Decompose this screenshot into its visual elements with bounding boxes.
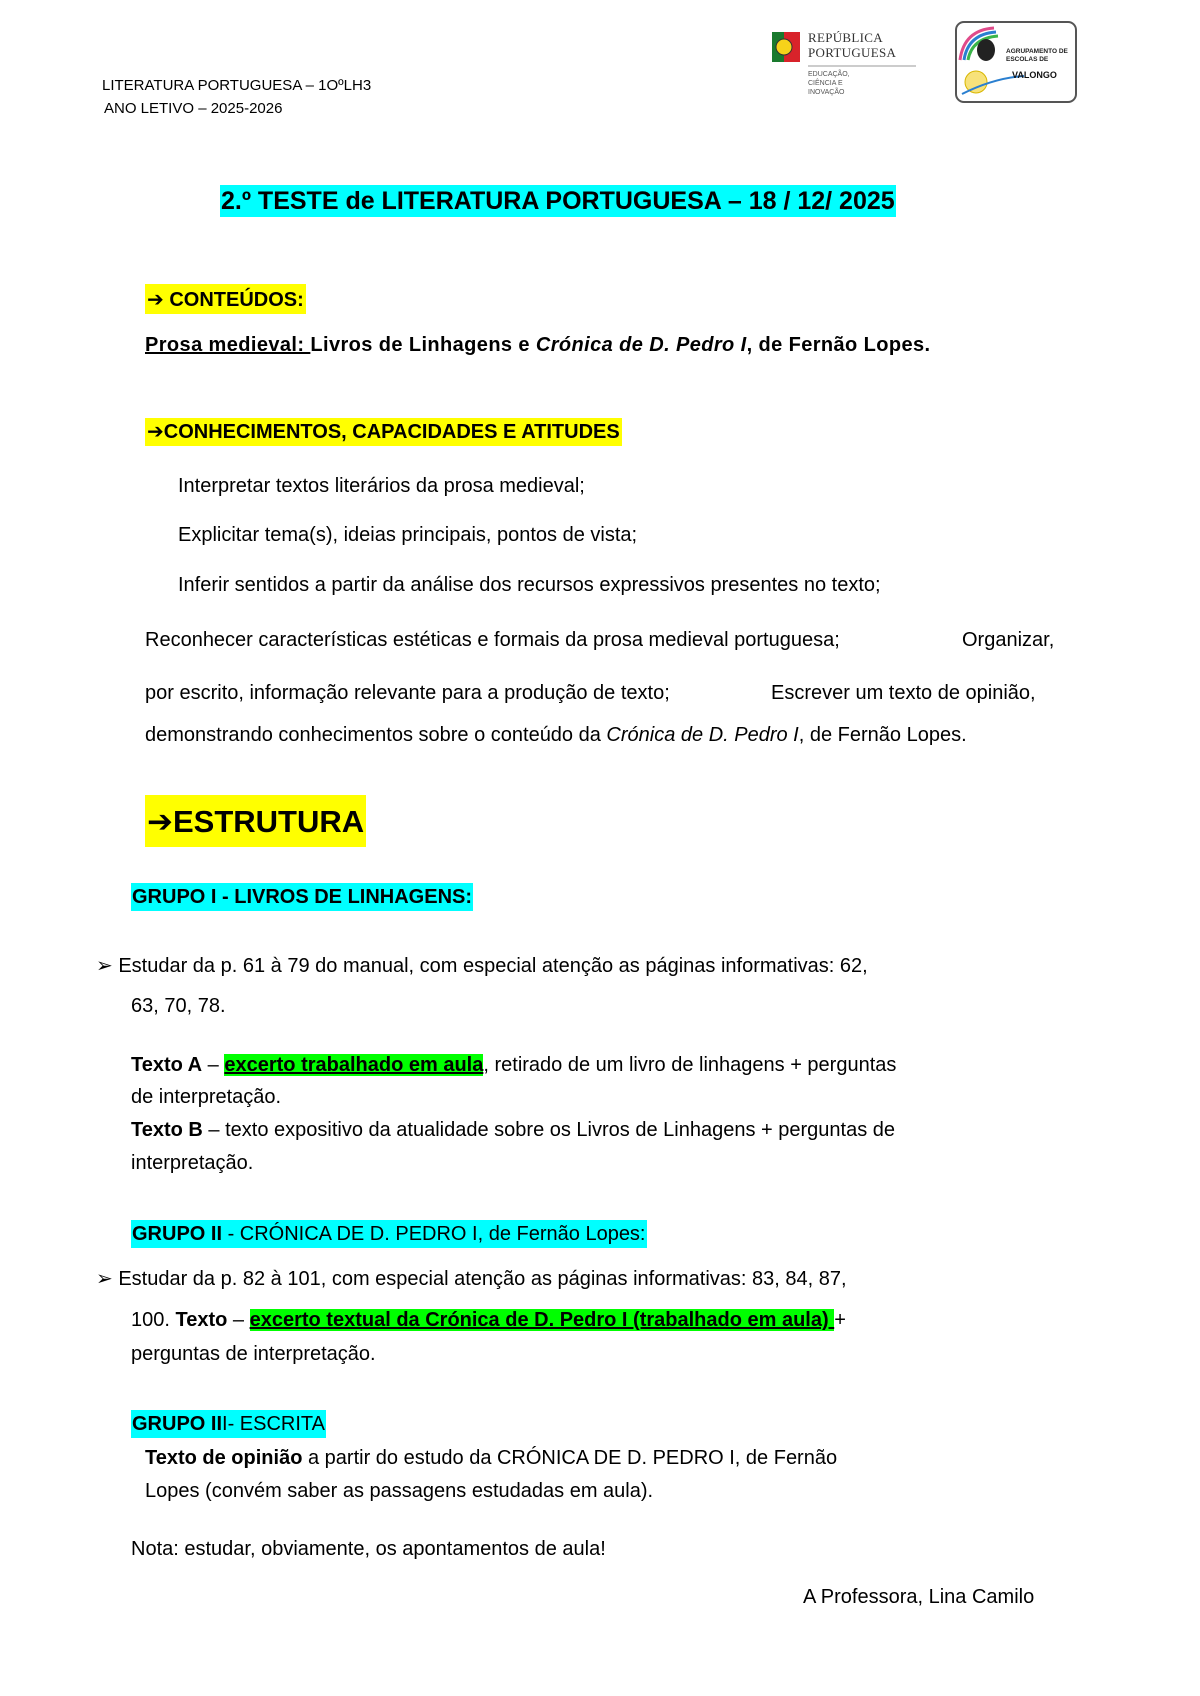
conhecimentos-para1-a: Reconhecer características estéticas e formais da prosa medieval portuguesa; xyxy=(145,629,840,651)
grupo2-pages-end: 100. xyxy=(131,1309,176,1331)
grupo2-bullet-line1 xyxy=(96,1267,847,1291)
textoA-label: Texto A xyxy=(131,1054,203,1076)
grupo2-line3: perguntas de interpretação. xyxy=(131,1343,376,1365)
grupo2-bullet-text: Estudar da p. 82 à 101, com especial atenção as páginas informativas: 83, 84, 87, xyxy=(118,1268,847,1290)
conhecimentos-item: Interpretar textos literários da prosa medieval; xyxy=(178,475,585,497)
grupo1-bullet-text: Estudar da p. 61 à 79 do manual, com especial atenção as páginas informativas: 62, xyxy=(118,955,868,977)
valongo-logo-text: VALONGO xyxy=(1012,70,1057,80)
conteudos-text-a: Livros de Linhagens e xyxy=(310,334,536,356)
grupo3-line2: Lopes (convém saber as passagens estudadas em aula). xyxy=(145,1480,654,1502)
grupo2-highlight: excerto textual da Crónica de D. Pedro I (trabalhado em aula) xyxy=(249,1309,835,1331)
conhecimentos-item: Inferir sentidos a partir da análise dos recursos expressivos presentes no texto; xyxy=(178,574,881,596)
grupo3-heading-bold: GRUPO II xyxy=(132,1413,223,1435)
agrupamento-valongo-logo xyxy=(954,20,1080,106)
conteudos-text-b: Crónica de D. Pedro I xyxy=(535,334,747,356)
bullet-arrow-icon: ➢ xyxy=(96,1268,113,1290)
grupo3-heading xyxy=(131,1410,326,1438)
grupo2-line2 xyxy=(131,1308,846,1332)
textoA-highlight: excerto trabalhado em aula xyxy=(224,1054,484,1076)
conhecimentos-para3 xyxy=(145,723,967,747)
republica-portuguesa-logo xyxy=(772,26,918,98)
grupo2-dash: – xyxy=(227,1309,250,1331)
textoA-rest: , retirado de um livro de linhagens + perguntas xyxy=(483,1054,897,1076)
grupo2-heading xyxy=(131,1220,647,1248)
textoB-line1 xyxy=(131,1118,895,1142)
grupo2-heading-rest: - CRÓNICA DE D. PEDRO I, de Fernão Lopes: xyxy=(222,1223,646,1245)
nota-text: Nota: estudar, obviamente, os apontamentos de aula! xyxy=(131,1538,606,1560)
conhecimentos-para2-a: por escrito, informação relevante para a produção de texto; xyxy=(145,682,670,704)
textoA-dash: – xyxy=(202,1054,225,1076)
republica-logo-text: REPÚBLICA PORTUGUESA xyxy=(808,30,897,60)
grupo3-label: Texto de opinião xyxy=(145,1447,303,1469)
grupo3-heading-rest: I- ESCRITA xyxy=(222,1413,325,1435)
conteudos-line xyxy=(145,333,930,357)
textoB-line2: interpretação. xyxy=(131,1152,254,1174)
conteudos-text-c: , de Fernão Lopes. xyxy=(746,334,931,356)
textoA-line2: de interpretação. xyxy=(131,1086,282,1108)
grupo2-heading-bold: GRUPO II xyxy=(132,1223,223,1245)
republica-logo-subtext: EDUCAÇÃO, CIÊNCIA E INOVAÇÃO xyxy=(808,71,850,96)
page-title: 2.º TESTE de LITERATURA PORTUGUESA – 18 / 12/ 2025 xyxy=(221,187,895,215)
grupo2-texto-label: Texto xyxy=(175,1309,228,1331)
header-course-line: LITERATURA PORTUGUESA – 1OºLH3 xyxy=(102,77,372,94)
conhecimentos-para2-b: Escrever um texto de opinião, xyxy=(771,682,1036,704)
para3-text-b: Crónica de D. Pedro I xyxy=(606,724,799,746)
signature: A Professora, Lina Camilo xyxy=(803,1586,1035,1608)
agrupamento-logo-text: AGRUPAMENTO DE ESCOLAS DE xyxy=(1006,48,1068,63)
conhecimentos-heading: ➔CONHECIMENTOS, CAPACIDADES E ATITUDES xyxy=(145,418,622,446)
para3-text-a: demonstrando conhecimentos sobre o conteúdo da xyxy=(145,724,607,746)
grupo3-rest: a partir do estudo da CRÓNICA DE D. PEDRO I, de Fernão xyxy=(302,1447,838,1469)
conhecimentos-item: Explicitar tema(s), ideias principais, pontos de vista; xyxy=(178,524,638,546)
bullet-arrow-icon: ➢ xyxy=(96,955,113,977)
conteudos-heading: ➔ CONTEÚDOS: xyxy=(145,284,306,314)
conteudos-prefix: Prosa medieval: xyxy=(145,334,311,356)
header-year-line: ANO LETIVO – 2025-2026 xyxy=(104,100,283,117)
conhecimentos-para1-b: Organizar, xyxy=(962,629,1055,651)
grupo1-heading: GRUPO I - LIVROS DE LINHAGENS: xyxy=(131,883,473,911)
para3-text-c: , de Fernão Lopes. xyxy=(798,724,967,746)
grupo1-bullet-line1 xyxy=(96,954,868,978)
textoA-line1 xyxy=(131,1053,896,1077)
textoB-rest: – texto expositivo da atualidade sobre os Livros de Linhagens + perguntas de xyxy=(202,1119,895,1141)
grupo2-plus: + xyxy=(834,1309,846,1331)
textoB-label: Texto B xyxy=(131,1119,203,1141)
estrutura-heading: ➔ESTRUTURA xyxy=(145,795,366,847)
grupo1-bullet-line2: 63, 70, 78. xyxy=(131,995,226,1017)
grupo3-line1 xyxy=(145,1446,837,1470)
